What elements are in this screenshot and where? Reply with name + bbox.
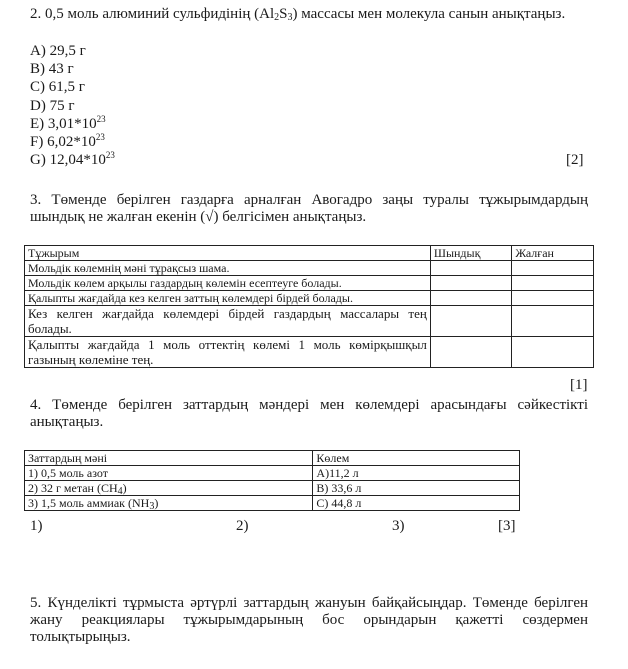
substance-cell: 3) 1,5 моль аммиак $(NH_3)$ — [25, 496, 313, 511]
question-3-text: 3. Төменде берілген газдарға арналған Авогадро заңы туралы тұжырымдардың шындық не жалған екенін (√) белгісімен анықтаңыз. — [30, 192, 588, 225]
statement-cell: Мольдік көлем арқылы газдардың көлемін есептеуге болады. — [25, 276, 431, 291]
question-3-marks: [1] — [570, 377, 588, 393]
table-row — [25, 481, 520, 496]
table-row — [25, 337, 594, 368]
answer-label-1: 1) — [30, 518, 43, 534]
question-4-table — [24, 450, 520, 511]
table-row — [25, 306, 594, 337]
option-a: A) 29,5 г — [30, 43, 86, 59]
question-2-marks: [2] — [566, 152, 584, 168]
question-3-table — [24, 245, 594, 368]
option-b: B) 43 г — [30, 61, 74, 78]
false-answer-cell[interactable] — [512, 306, 594, 337]
question-2-options — [30, 42, 588, 169]
question-2-text: 2. 0,5 моль алюминий сульфидінің $(Al_2S_3)$ массасы мен молекула санын анықтаңыз. — [30, 6, 566, 23]
question-5-text: 5. Күнделікті тұрмыста әртүрлі заттардың жануын байқайсыңдар. Төменде берілген жану реакциялары тұжырымдарының бос орындарын қажетті сөздермен толықтырыңыз. — [30, 595, 588, 645]
question-4-marks: [3] — [498, 518, 516, 534]
true-answer-cell[interactable] — [430, 306, 512, 337]
option-d: D) 75 г — [30, 97, 75, 114]
option-f: F) $6,02*10^{23}$ — [30, 132, 105, 151]
header-false: Жалған — [512, 246, 594, 261]
option-e: E) $3,01*10^{23}$ — [30, 113, 106, 132]
header-volume: Көлем — [313, 451, 520, 466]
volume-cell: А)11,2 л — [313, 466, 520, 481]
true-answer-cell[interactable] — [430, 337, 512, 368]
option-c: C) 61,5 г — [30, 79, 85, 96]
false-answer-cell[interactable] — [512, 337, 594, 368]
statement-cell: Қалыпты жағдайда 1 моль оттектің көлемі 1 моль көмірқышқыл газының көлеміне тең. — [25, 337, 431, 368]
header-substance: Заттардың мәні — [25, 451, 313, 466]
volume-cell: В) 33,6 л — [313, 481, 520, 496]
substance-cell: 2) 32 г метан $(CH_4)$ — [25, 481, 313, 496]
statement-cell: Кез келген жағдайда көлемдері бірдей газдардың массалары тең болады. — [25, 306, 431, 337]
false-answer-cell[interactable] — [512, 261, 594, 276]
true-answer-cell[interactable] — [430, 261, 512, 276]
volume-cell: С) 44,8 л — [313, 496, 520, 511]
table-row — [25, 261, 594, 276]
statement-cell: Қалыпты жағдайда кез келген заттың көлемдері бірдей болады. — [25, 291, 431, 306]
substance-cell: 1) 0,5 моль азот — [25, 466, 313, 481]
header-statement: Тұжырым — [25, 246, 431, 261]
statement-cell: Мольдік көлемнің мәні тұрақсыз шама. — [25, 261, 431, 276]
table-row — [25, 496, 520, 511]
table-row — [25, 466, 520, 481]
question-4-text: 4. Төменде берілген заттардың мәндері мен көлемдері арасындағы сәйкестікті анықтаңыз. — [30, 397, 588, 430]
true-answer-cell[interactable] — [430, 291, 512, 306]
option-g: G) $12,04*10^{23}$ — [30, 150, 115, 169]
false-answer-cell[interactable] — [512, 276, 594, 291]
true-answer-cell[interactable] — [430, 276, 512, 291]
table-row — [25, 291, 594, 306]
false-answer-cell[interactable] — [512, 291, 594, 306]
answer-label-3: 3) — [392, 518, 405, 534]
header-true: Шындық — [430, 246, 512, 261]
table-row — [25, 276, 594, 291]
answer-label-2: 2) — [236, 518, 249, 534]
